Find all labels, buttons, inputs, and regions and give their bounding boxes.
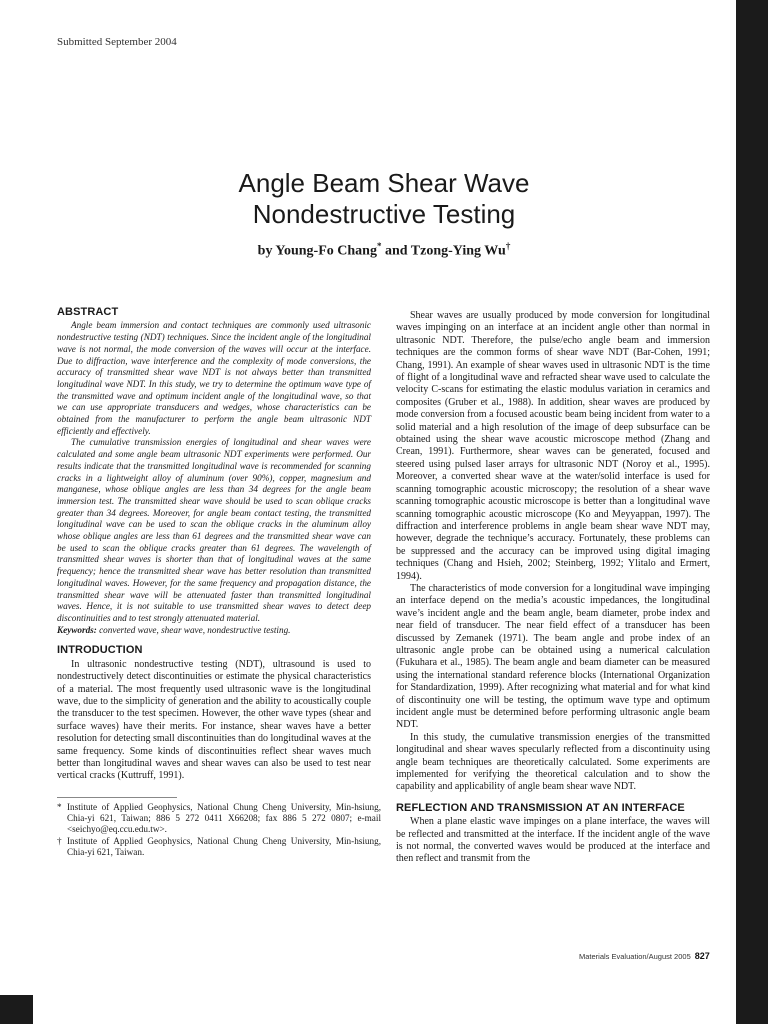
corner-block xyxy=(0,995,33,1024)
abstract-heading: ABSTRACT xyxy=(57,306,119,318)
footnote-2-text: Institute of Applied Geophysics, National Chung Cheng University, Min-hsiung, Chia-yi 621, Taiwan. xyxy=(67,835,381,857)
byline-author-1: by Young-Fo Chang xyxy=(257,243,377,259)
abstract-section xyxy=(57,306,371,636)
abstract-paragraph-1: Angle beam immersion and contact techniques are commonly used ultrasonic nondestructive testing (NDT) techniques. Since the incident angle of the longitudinal wave is not normal, the mode conversion of the waves will occur at the interface. Due to diffraction, wave interference and the complexity of mode conversions, the accuracy of transmitted shear wave NDT is not always better than transmitted longitudinal wave NDT. In this study, we try to determine the optimum wave type of the transmitted wave and optimum incident angle of the longitudinal wave, so that we can use appropriate transducers and wedges, whose characteristics can be obtained from the manufacturer to perform the angle beam ultrasonic NDT efficiently and effectively. xyxy=(57,320,371,436)
keywords-text: converted wave, shear wave, nondestructive testing. xyxy=(96,624,291,635)
author-1-mark: * xyxy=(376,241,382,251)
left-column xyxy=(57,306,381,859)
footnote-2 xyxy=(57,836,381,858)
submitted-date: Submitted September 2004 xyxy=(57,36,177,48)
introduction-section xyxy=(57,644,371,782)
footnotes xyxy=(57,797,381,858)
byline xyxy=(0,241,768,260)
footnote-1-text: Institute of Applied Geophysics, National Chung Cheng University, Min-hsiung, Chia-yi 621, Taiwan; 886 5 272 0411 X66208; fax 886 5 272 0807; e-mail <seichyo@eq.ccu.edu.tw>. xyxy=(67,801,381,834)
journal-issue: Materials Evaluation/August 2005 xyxy=(579,952,691,961)
footnote-1 xyxy=(57,802,381,835)
right-paragraph-4: When a plane elastic wave impinges on a plane interface, the waves will be reflected and transmitted at the interface. If the incident angle of the wave is not normal, the converted waves would be produced at the interface and then reflect and transmit from the xyxy=(396,816,710,865)
footnote-1-mark: * xyxy=(57,801,62,812)
right-column xyxy=(396,310,710,866)
title-line-1: Angle Beam Shear Wave xyxy=(238,168,530,198)
paper-title xyxy=(0,168,768,230)
introduction-heading: INTRODUCTION xyxy=(57,644,143,657)
right-paragraph-3: In this study, the cumulative transmission energies of the transmitted longitudinal and shear waves specularly reflected from a discontinuity using angle beam techniques are theoretically calculated. Some experiments are implemented for verifying the theoretical calculation and to show the capability and applicability of angle beam shear wave NDT. xyxy=(396,731,710,793)
right-edge-bar xyxy=(736,0,768,1024)
keywords-line xyxy=(57,625,371,637)
right-paragraph-2: The characteristics of mode conversion for a longitudinal wave impinging an interface depend on the media’s acoustic impedances, the longitudinal wave’s incident angle and the beam angle, beam diameter, probe index and near field of transducer. The near field effect of a transducer has been discussed by Zemanek (1971). The beam angle and probe index of an ultrasonic angle probe can be obtained using a numerical calculation (Fukuhara et al., 1985). The beam angle and beam diameter can be measured using the international standard reference blocks (International Organization for Standardization, 1999). After recognizing what material and for what kind of discontinuity one will be testing, the optimum wave type and optimum incident angle must be determined before performing ultrasonic angle beam NDT. xyxy=(396,582,710,731)
introduction-paragraph-1: In ultrasonic nondestructive testing (NDT), ultrasound is used to nondestructively detect discontinuities or estimate the physical characteristics of a material. The most frequently used ultrasonic wave is the longitudinal wave, due to the simplicity of generation and the ability to acoustically couple the transducer to the test specimen. However, the other wave types (shear and surface waves) have their merits. For instance, shear waves have a better resolution for detecting small discontinuities than do longitudinal waves at the same frequency. Some kinds of discontinuities reflect shear waves much better than longitudinal waves and shear waves can also be used to test near vertical cracks (Kuttruff, 1991). xyxy=(57,658,371,782)
footnote-2-mark: † xyxy=(57,835,62,846)
abstract-paragraph-2: The cumulative transmission energies of longitudinal and shear waves were calculated and some angle beam ultrasonic NDT experiments were performed. Our results indicate that the transmitted longitudinal wave is recommended for scanning cracks in a lightweight alloy of aluminum (over 90%), copper, magnesium and manganese, whose oblique angles are less than 34 degrees for the angle beam immersion test. The transmitted shear wave should be used to scan oblique cracks greater than 34 degrees. Moreover, for angle beam contact testing, the transmitted longitudinal wave can be used to scan the oblique cracks in the aluminum alloy whose oblique angles are less than 61 degrees and the transmitted shear wave can be used to scan the oblique cracks greater than 61 degrees. The wavelength of transmitted shear waves is shorter than that of longitudinal waves at the same frequency; hence the transmitted shear wave has better resolution than transmitted longitudinal waves. However, for the same frequency and propagation distance, the transmitted shear wave will be attenuated faster than transmitted longitudinal waves. Hence, it is not suitable to use transmitted shear waves to detect deep discontinuities and to test strongly attenuated material. xyxy=(57,437,371,623)
title-line-2: Nondestructive Testing xyxy=(252,199,516,229)
reflection-heading: REFLECTION AND TRANSMISSION AT AN INTERFACE xyxy=(396,801,685,814)
page-footer xyxy=(579,951,710,961)
byline-author-2: and Tzong-Ying Wu xyxy=(381,243,506,259)
author-2-mark: † xyxy=(505,241,511,251)
keywords-label: Keywords: xyxy=(57,624,97,635)
page-number: 827 xyxy=(694,951,710,961)
right-paragraph-1: Shear waves are usually produced by mode conversion for longitudinal waves impinging on an interface at an incident angle other than normal in ultrasonic NDT. Therefore, the pulse/echo angle beam and immersion techniques are the common forms of shear wave NDT (Bar-Cohen, 1991; Chang, 1991). An example of shear waves used in ultrasonic NDT is the time of flight of a longitudinal wave and refracted shear wave used to calculate the velocity C-scans for estimating the elastic modulus variation in ceramics and composites (Gruber et al., 1988). In addition, shear waves are produced by mode conversion from a focused acoustic beam being incident from water to a solid material and a high resolution of the image of deep subsurface can be obtained using the shear wave acoustic microscope method (Zhang and Crean, 1991). Furthermore, shear waves can be generated, focused and steered using pulsed laser arrays for ultrasonic NDT (Noroy et al., 1995). Moreover, a converted shear wave at the water/solid interface is used for scanning tomographic acoustic microscopy; the resolution of a shear wave scanning tomographic acoustic microscope is better than a longitudinal wave scanning tomographic acoustic microscope (Ko and Meyyappan, 1997). The diffraction and interference problems in angle beam shear wave NDT may, however, degrade the technique’s accuracy. Fortunately, these problems can be suppressed and the accuracy can be improved using digital imaging techniques (Chang and Hsieh, 2002; Steinberg, 1992; Ylitalo and Ermert, 1994). xyxy=(396,310,710,582)
